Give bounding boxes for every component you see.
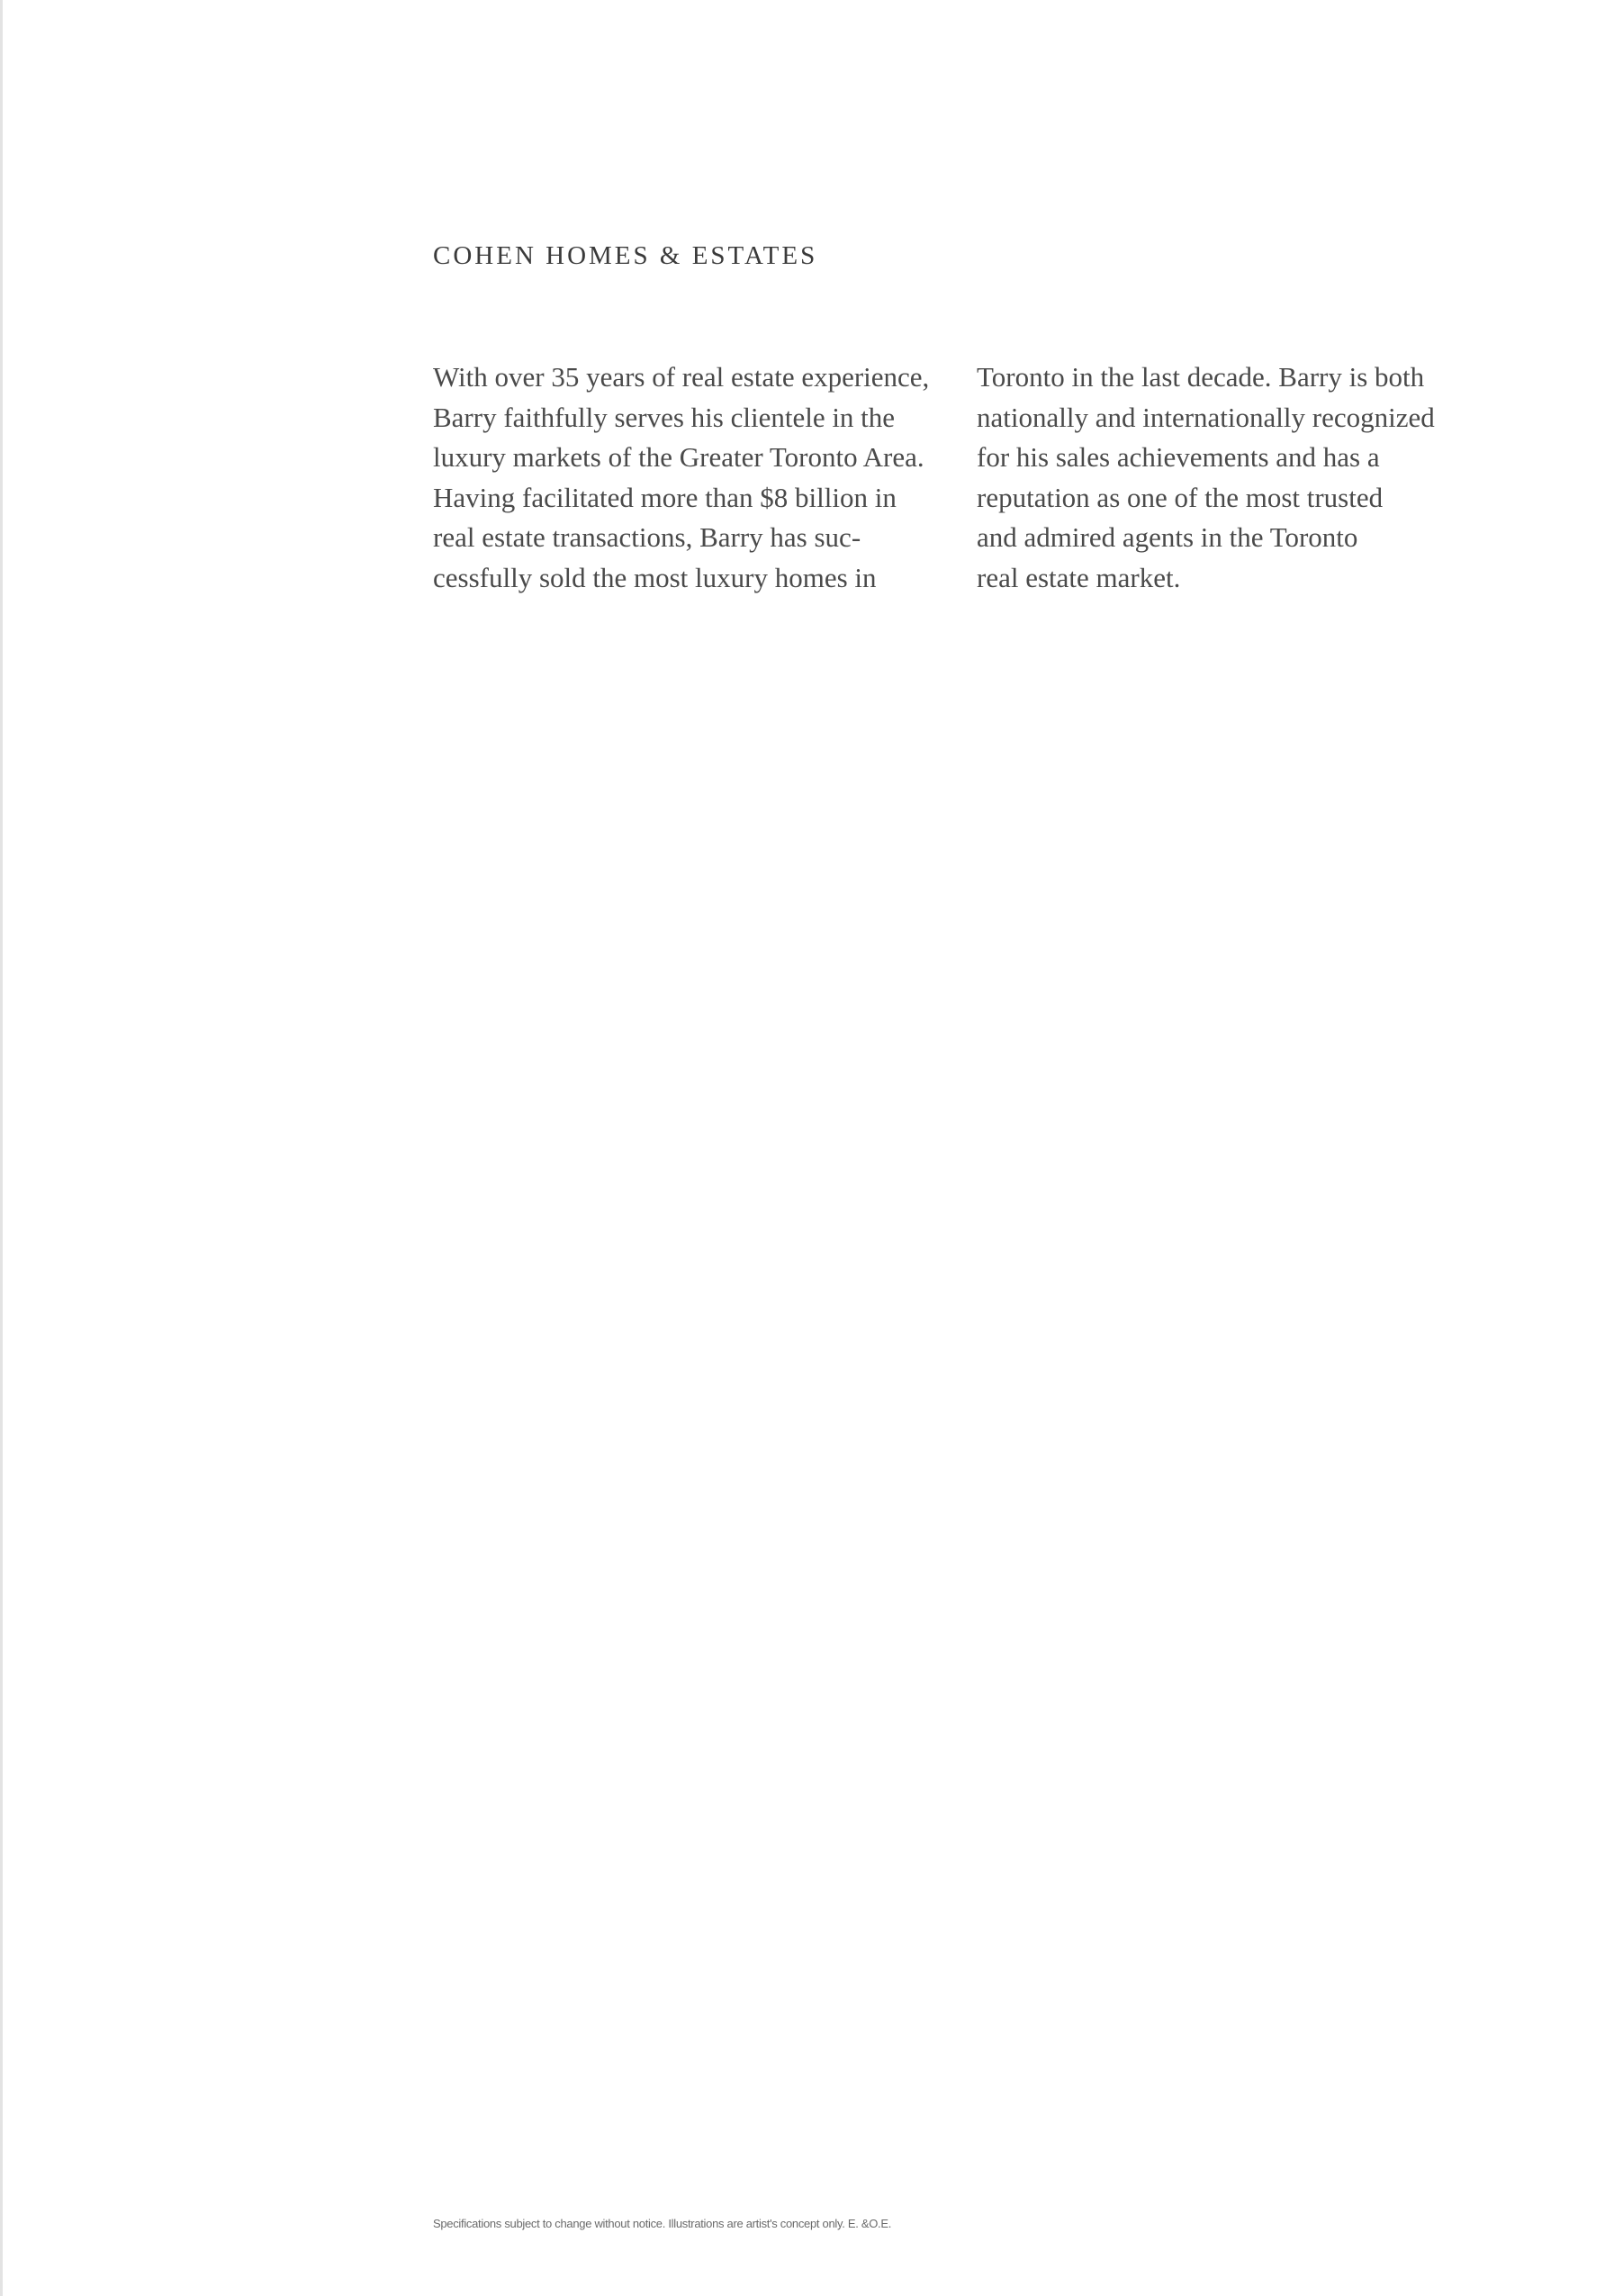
body-text-line: and admired agents in the Toronto bbox=[977, 521, 1358, 553]
body-text-line: luxury markets of the Greater Toronto Area. bbox=[433, 441, 924, 473]
body-text-line: Barry faithfully serves his clientele in the bbox=[433, 401, 896, 433]
body-column-left bbox=[433, 357, 955, 598]
body-text-line: nationally and internationally recognized bbox=[977, 401, 1435, 433]
body-text-line: With over 35 years of real estate experience, bbox=[433, 361, 930, 393]
body-text-line: for his sales achievements and has a bbox=[977, 441, 1380, 473]
body-text-line: Having facilitated more than $8 billion in bbox=[433, 481, 897, 513]
body-text-line: real estate transactions, Barry has suc- bbox=[433, 521, 861, 553]
body-text-line: Toronto in the last decade. Barry is both bbox=[977, 361, 1425, 393]
body-column-right bbox=[977, 357, 1499, 598]
footer-disclaimer: Specifications subject to change without notice. Illustrations are artist's concept only. E. &O.E. bbox=[433, 2217, 892, 2230]
page-title: COHEN HOMES & ESTATES bbox=[433, 241, 818, 270]
body-text-line: cessfully sold the most luxury homes in bbox=[433, 561, 877, 593]
body-text-line: reputation as one of the most trusted bbox=[977, 481, 1384, 513]
body-text-line: real estate market. bbox=[977, 561, 1181, 593]
